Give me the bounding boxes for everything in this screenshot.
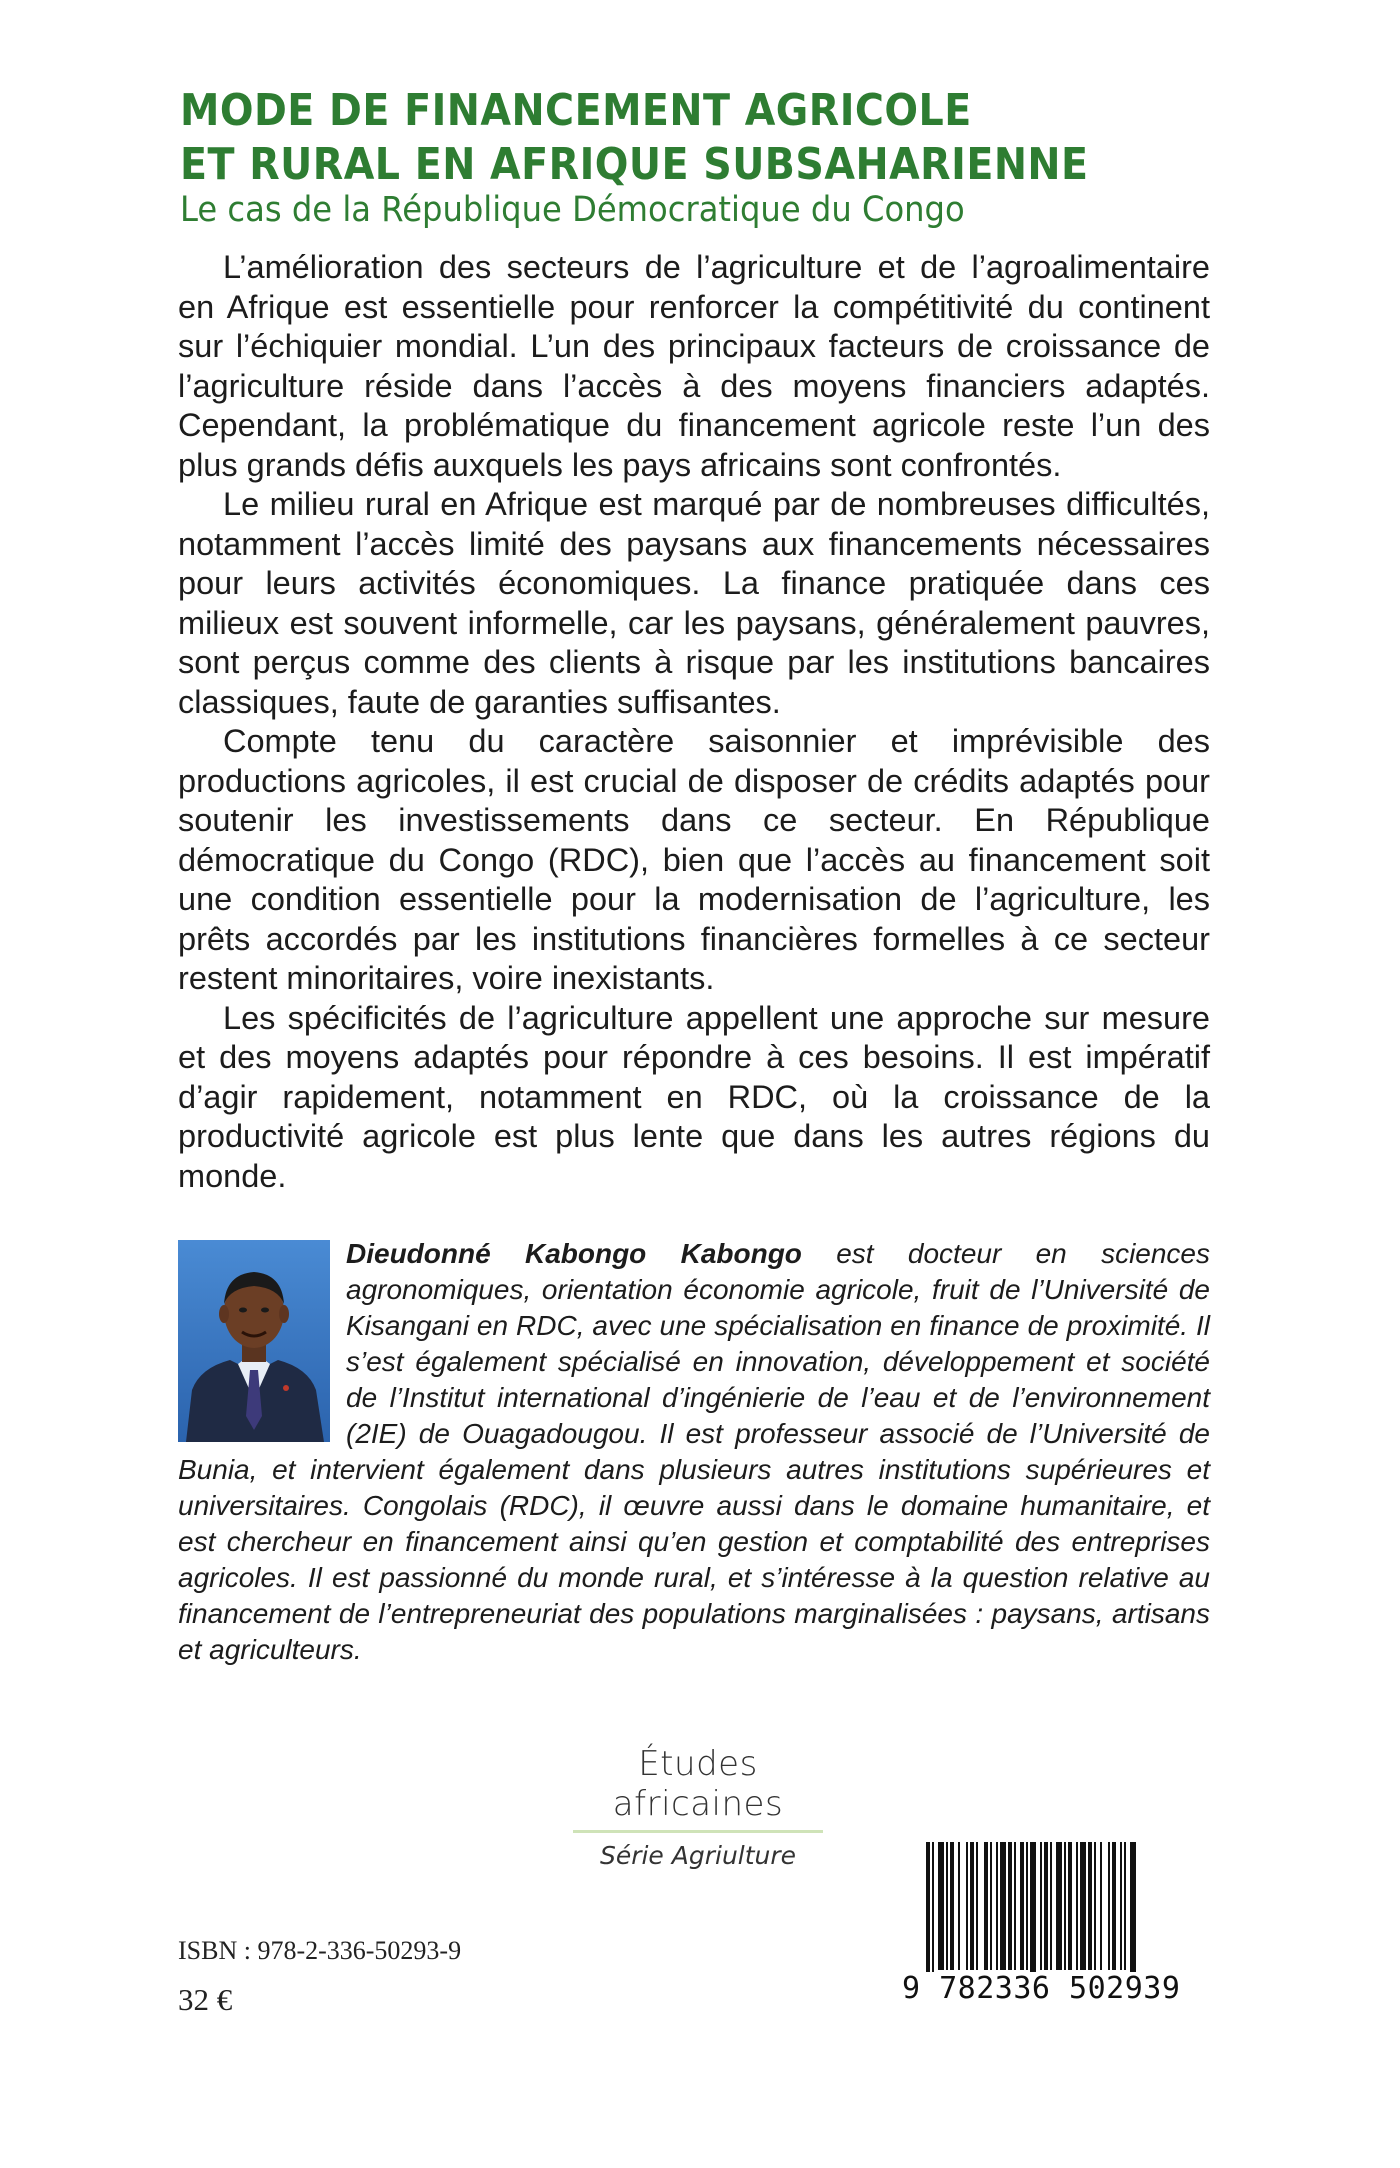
barcode-bar [1068, 1842, 1072, 1970]
barcode-bar [938, 1842, 944, 1970]
barcode-bar [932, 1842, 934, 1982]
barcode-bar [1056, 1842, 1062, 1970]
barcode-bar [1008, 1842, 1012, 1970]
barcode-bar [1014, 1842, 1016, 1970]
barcode-bar [1076, 1842, 1078, 1970]
barcode-bar [1050, 1842, 1052, 1970]
series-name: Études africaines [573, 1744, 823, 1833]
barcode-bar [1000, 1842, 1006, 1970]
summary-text [178, 248, 1210, 1196]
price: 32 € [178, 1982, 233, 2017]
barcode-bar [1112, 1842, 1116, 1970]
barcode-bar [1064, 1842, 1066, 1970]
author-name: Dieudonné Kabongo Kabongo [346, 1238, 802, 1269]
barcode-bar [984, 1842, 988, 1970]
book-title-line-2: ET RURAL EN AFRIQUE SUBSAHARIENNE [180, 139, 1089, 190]
barcode-bar [970, 1842, 974, 1970]
barcode-bar [1080, 1842, 1086, 1970]
book-subtitle: Le cas de la République Démocratique du Congo [180, 190, 965, 230]
barcode-bar [1044, 1842, 1048, 1970]
summary-paragraph: L’amélioration des secteurs de l’agriculture et de l’agroalimentaire en Afrique est essentielle pour renforcer la compétitivité du continent sur l’échiquier mondial. L’un des principaux facteurs de croissance de l’agriculture réside dans l’accès à des moyens financiers adaptés. Cependant, la problématique du financement agricole reste l’un des plus grands défis auxquels les pays africains sont confrontés. [178, 249, 1210, 483]
barcode-bar [1108, 1842, 1110, 1970]
barcode-bar [1124, 1842, 1126, 1970]
summary-paragraph: Compte tenu du caractère saisonnier et imprévisible des productions agricoles, il est crucial de disposer de crédits adaptés pour soutenir les investissements dans ce secteur. En République démocratique du Congo (RDC), bien que l’accès au financement soit une condition essentielle pour la modernisation de l’agriculture, les prêts accordés par les institutions financières formelles à ce secteur restent minoritaires, voire inexistants. [178, 723, 1210, 996]
barcode-bar [966, 1842, 968, 1970]
barcode-bar [946, 1842, 948, 1970]
isbn: ISBN : 978-2-336-50293-9 [178, 1936, 462, 1965]
photo-spacer [178, 1236, 346, 1448]
barcode-digits: 9 782336 502939 [902, 1972, 1204, 2006]
author-bio-text: est docteur en sciences agronomiques, orientation économie agricole, fruit de l’Université de Kisangani en RDC, avec une spécialisation en finance de proximité. Il s’est également spécialisé en innovation, développement et société de l’Institut international d’ingénierie de l’eau et de l’environnement (2IE) de Ouagadougou. Il est professeur associé de l’Université de Bunia, et intervient également dans plusieurs autres institutions supérieures et universitaires. Congolais (RDC), il œuvre aussi dans le domaine humanitaire, et est chercheur en financement ainsi qu’en gestion et comptabilité des entreprises agricoles. Il est passionné du monde rural, et s’intéresse à la question relative au financement de l’entrepreneuriat des populations marginalisées : paysans, artisans et agriculteurs. [178, 1238, 1211, 1665]
barcode-bar [1100, 1842, 1102, 1970]
barcode-bar [1094, 1842, 1096, 1970]
series-block [548, 1744, 848, 1870]
barcode-bar [1020, 1842, 1024, 1970]
book-title-line-1: MODE DE FINANCEMENT AGRICOLE [180, 85, 972, 136]
barcode-bar [996, 1842, 998, 1970]
series-subseries: Série Agriulture [599, 1841, 797, 1870]
barcode-bar [958, 1842, 960, 1970]
barcode-bar [1088, 1842, 1092, 1970]
barcode-bar [926, 1842, 930, 1982]
barcode-bar [976, 1842, 978, 1970]
author-bio [178, 1236, 1210, 1668]
barcode-bar [1030, 1842, 1036, 1982]
summary-paragraph: Le milieu rural en Afrique est marqué par de nombreuses difficultés, notamment l’accès limité des paysans aux financements nécessaires pour leurs activités économiques. La finance pratiquée dans ces milieux est souvent informelle, car les paysans, généralement pauvres, sont perçus comme des clients à risque par les institutions bancaires classiques, faute de garanties suffisantes. [178, 486, 1210, 720]
barcode-bar [1026, 1842, 1028, 1970]
barcode-bar [1130, 1842, 1136, 1982]
barcode-bar [950, 1842, 954, 1970]
barcode-bar [1040, 1842, 1042, 1970]
barcode-bar [1120, 1842, 1122, 1970]
book-title [180, 84, 1170, 192]
summary-paragraph: Les spécificités de l’agriculture appellent une approche sur mesure et des moyens adaptés pour répondre à ces besoins. Il est impératif d’agir rapidement, notamment en RDC, où la croissance de la productivité agricole est plus lente que dans les autres régions du monde. [178, 999, 1210, 1194]
barcode-bar [990, 1842, 992, 1970]
barcode [902, 1840, 1204, 2008]
